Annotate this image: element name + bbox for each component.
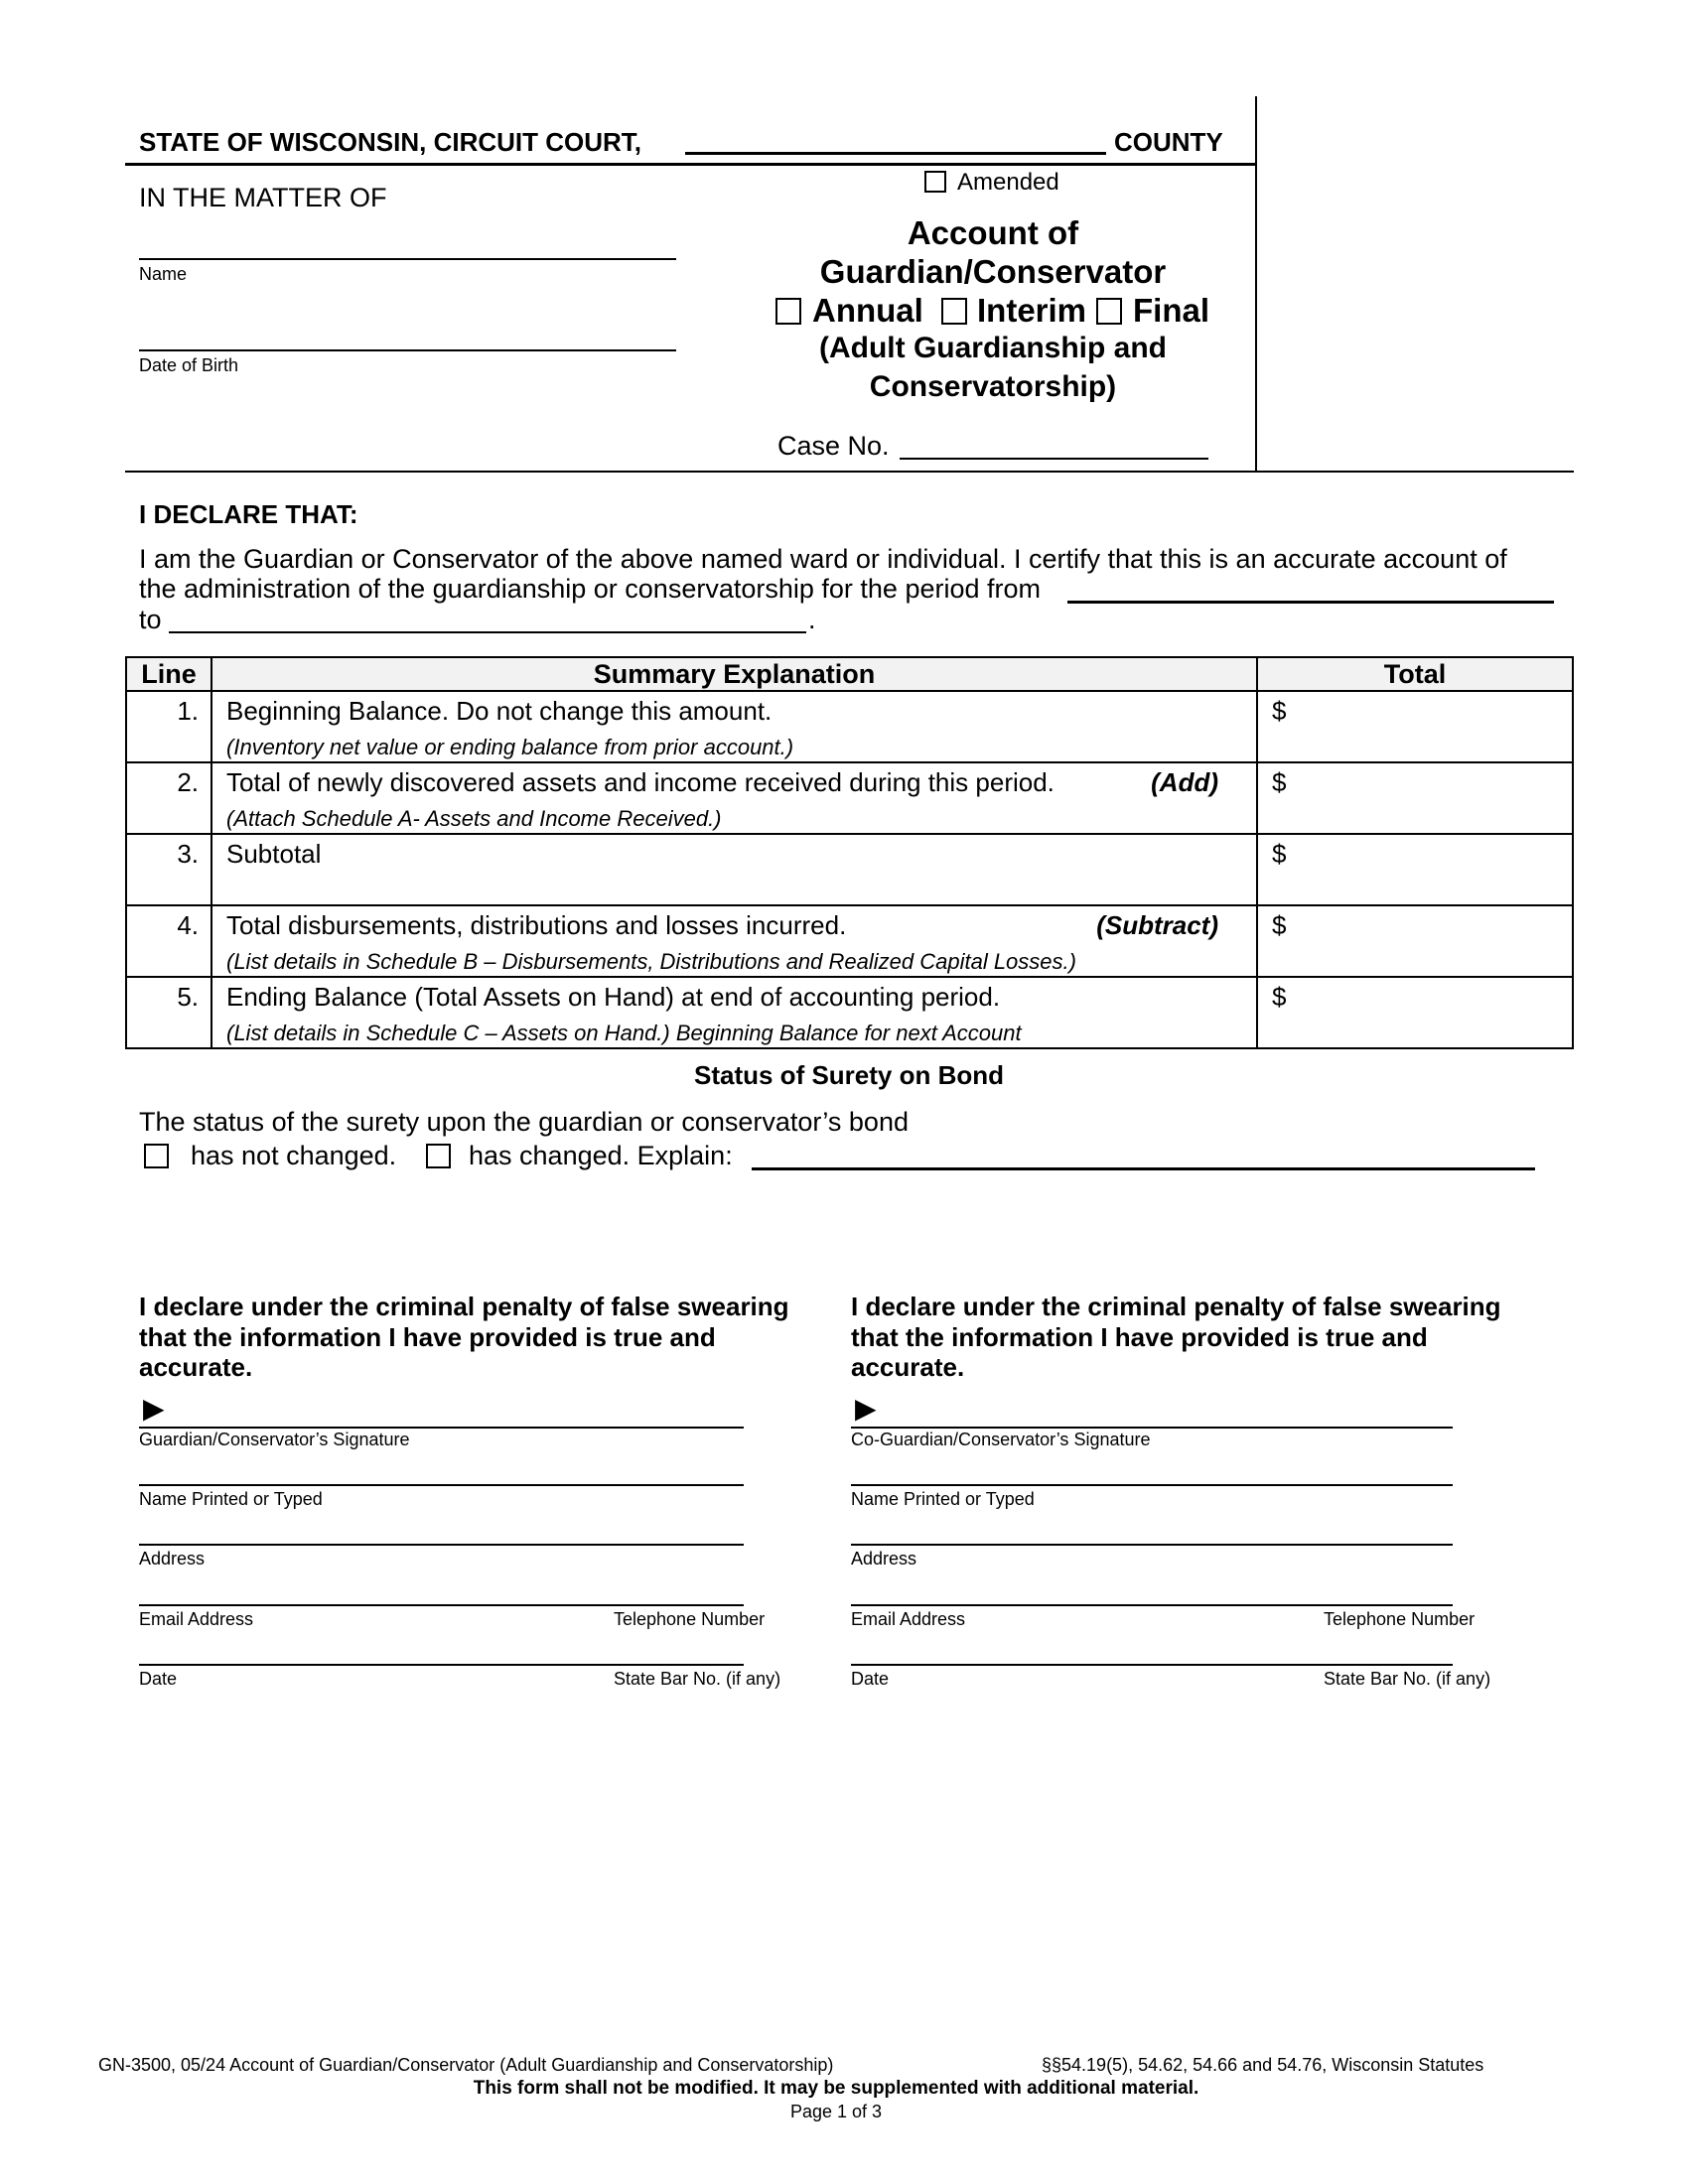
line-explanation: [211, 762, 1257, 834]
footer-statutes: §§54.19(5), 54.62, 54.66 and 54.76, Wisconsin Statutes: [1042, 2055, 1484, 2075]
declare-line1: I am the Guardian or Conservator of the above named ward or individual. I certify that this is an accurate account of: [139, 544, 1507, 574]
line-total-field[interactable]: $: [1257, 762, 1573, 834]
annual-label: Annual: [812, 292, 923, 329]
co-email-label: Email Address: [851, 1609, 966, 1629]
email-phone-field[interactable]: [139, 1604, 744, 1606]
co-bar-label: State Bar No. (if any): [1324, 1669, 1491, 1689]
dob-field[interactable]: [139, 349, 676, 351]
line-number: 2.: [126, 762, 211, 834]
line-total-field[interactable]: $: [1257, 691, 1573, 762]
footer-form-id: GN-3500, 05/24 Account of Guardian/Conservator (Adult Guardianship and Conservatorship): [98, 2055, 834, 2075]
county-label: COUNTY: [1114, 127, 1223, 157]
line-explanation: [211, 977, 1257, 1048]
final-label: Final: [1133, 292, 1210, 329]
header-rule: [125, 163, 1257, 166]
court-label: STATE OF WISCONSIN, CIRCUIT COURT,: [139, 127, 642, 157]
co-email-phone-field[interactable]: [851, 1604, 1453, 1606]
name-printed-label: Name Printed or Typed: [139, 1489, 323, 1509]
co-date-bar-field[interactable]: [851, 1664, 1453, 1666]
line-total-field[interactable]: $: [1257, 905, 1573, 977]
signature-label: Guardian/Conservator’s Signature: [139, 1430, 410, 1449]
table-header: [126, 657, 1573, 691]
line-sub: (Attach Schedule A- Assets and Income Received.): [226, 806, 722, 831]
date-bar-field[interactable]: [139, 1664, 744, 1666]
co-address-field[interactable]: [851, 1544, 1453, 1546]
line-explanation: [211, 691, 1257, 762]
changed-checkbox[interactable]: [426, 1144, 451, 1168]
name-printed-field[interactable]: [139, 1484, 744, 1486]
county-field[interactable]: [685, 152, 1106, 155]
email-label: Email Address: [139, 1609, 254, 1629]
co-phone-label: Telephone Number: [1324, 1609, 1476, 1629]
table-row: [126, 905, 1573, 977]
declare-period-end: .: [808, 605, 816, 634]
line-main: Subtotal: [226, 839, 322, 869]
header-bottom-rule: [125, 471, 1574, 473]
declaration-left-l1: I declare under the criminal penalty of false swearing: [139, 1292, 789, 1321]
interim-label: Interim: [977, 292, 1087, 329]
co-signature-field[interactable]: [851, 1427, 1453, 1429]
vertical-divider: [1255, 96, 1257, 472]
case-no-label: Case No.: [777, 431, 890, 461]
annual-checkbox[interactable]: [775, 298, 801, 325]
amended-checkbox[interactable]: [924, 171, 946, 193]
co-date-label: Date: [851, 1669, 890, 1689]
address-field[interactable]: [139, 1544, 744, 1546]
footer-notice: This form shall not be modified. It may be supplemented with additional material.: [473, 2078, 1199, 2099]
col-line: Line: [126, 657, 211, 691]
line-sub: (Inventory net value or ending balance from prior account.): [226, 735, 794, 759]
line-number: 1.: [126, 691, 211, 762]
form-title-line1: Account of: [907, 214, 1079, 251]
declare-heading: I DECLARE THAT:: [139, 499, 358, 529]
arrow-icon: ▶: [855, 1393, 877, 1424]
amended-label: Amended: [957, 169, 1059, 196]
final-checkbox[interactable]: [1096, 298, 1122, 325]
co-address-label: Address: [851, 1549, 917, 1569]
surety-text: The status of the surety upon the guardian or conservator’s bond: [139, 1107, 909, 1137]
declaration-right-l1: I declare under the criminal penalty of false swearing: [851, 1292, 1501, 1321]
co-name-printed-label: Name Printed or Typed: [851, 1489, 1035, 1509]
changed-label: has changed. Explain:: [469, 1141, 733, 1170]
address-label: Address: [139, 1549, 206, 1569]
line-explanation: [211, 905, 1257, 977]
name-field[interactable]: [139, 258, 676, 260]
not-changed-checkbox[interactable]: [144, 1144, 169, 1168]
co-signature-label: Co-Guardian/Conservator’s Signature: [851, 1430, 1151, 1449]
line-number: 4.: [126, 905, 211, 977]
page-number: Page 1 of 3: [789, 2102, 883, 2121]
subtitle-line1: (Adult Guardianship and: [819, 332, 1167, 364]
table-row: [126, 834, 1573, 905]
phone-label: Telephone Number: [614, 1609, 766, 1629]
dob-label: Date of Birth: [139, 355, 239, 375]
arrow-icon: ▶: [143, 1393, 165, 1424]
line-main: Total disbursements, distributions and losses incurred.: [226, 910, 847, 940]
line-number: 3.: [126, 834, 211, 905]
line-explanation: [211, 834, 1257, 905]
line-total-field[interactable]: $: [1257, 977, 1573, 1048]
bar-label: State Bar No. (if any): [614, 1669, 781, 1689]
interim-checkbox[interactable]: [941, 298, 967, 325]
line-sub: (List details in Schedule B – Disbursements, Distributions and Realized Capital Losses.): [226, 949, 1076, 974]
period-from-field[interactable]: [1067, 601, 1554, 604]
signature-field[interactable]: [139, 1427, 744, 1429]
declare-line2: the administration of the guardianship or conservatorship for the period from: [139, 574, 1041, 604]
line-main: Beginning Balance. Do not change this amount.: [226, 696, 773, 726]
declare-to: to: [139, 605, 162, 634]
table-row: [126, 691, 1573, 762]
name-label: Name: [139, 264, 188, 284]
col-explanation: Summary Explanation: [211, 657, 1257, 691]
line-sub: (List details in Schedule C – Assets on Hand.) Beginning Balance for next Account: [226, 1021, 1022, 1045]
not-changed-label: has not changed.: [191, 1141, 397, 1170]
line-operation: (Subtract): [1096, 910, 1218, 940]
line-total-field[interactable]: $: [1257, 834, 1573, 905]
line-number: 5.: [126, 977, 211, 1048]
period-to-field[interactable]: [169, 631, 806, 633]
declaration-left-l2: that the information I have provided is true and: [139, 1322, 716, 1352]
declaration-right-l2: that the information I have provided is true and: [851, 1322, 1428, 1352]
case-no-field[interactable]: [900, 458, 1208, 460]
co-name-printed-field[interactable]: [851, 1484, 1453, 1486]
col-total: Total: [1257, 657, 1573, 691]
table-row: [126, 762, 1573, 834]
surety-heading: Status of Surety on Bond: [694, 1060, 1004, 1090]
matter-label: IN THE MATTER OF: [139, 183, 387, 212]
explain-field[interactable]: [752, 1167, 1535, 1170]
summary-table: [125, 656, 1574, 1049]
table-row: [126, 977, 1573, 1048]
subtitle-line2: Conservatorship): [869, 370, 1117, 403]
form-title-line2: Guardian/Conservator: [819, 253, 1167, 290]
declaration-left-l3: accurate.: [139, 1352, 253, 1382]
line-main: Ending Balance (Total Assets on Hand) at end of accounting period.: [226, 982, 1001, 1012]
declaration-right-l3: accurate.: [851, 1352, 965, 1382]
line-operation: (Add): [1151, 767, 1218, 797]
date-label: Date: [139, 1669, 178, 1689]
line-main: Total of newly discovered assets and income received during this period.: [226, 767, 1055, 797]
